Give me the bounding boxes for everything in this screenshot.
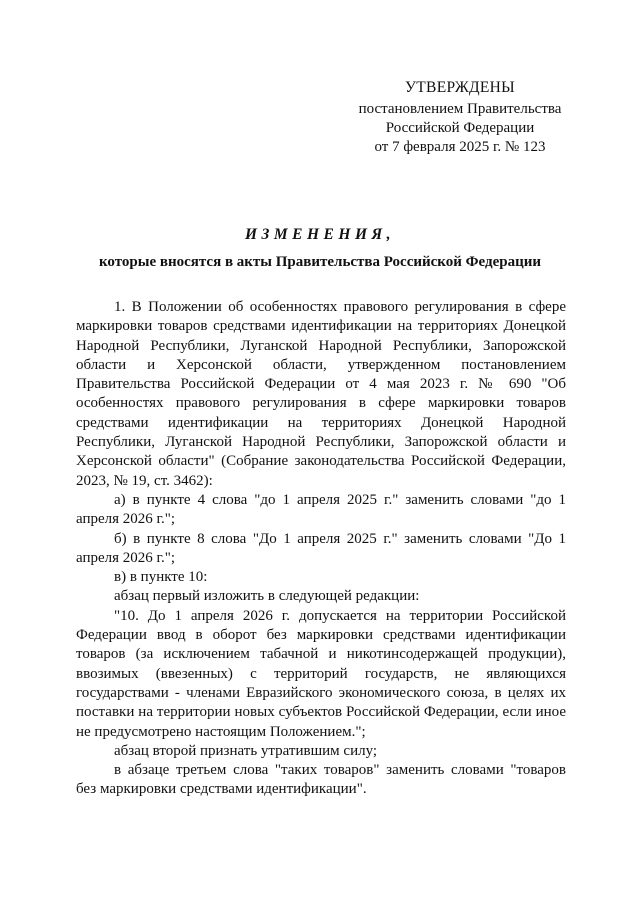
paragraph-new-item-10: "10. До 1 апреля 2026 г. допускается на территории Российской Федерации ввод в оборот без маркировки средствами идентификации товаров (за исключением табачной и никотинсодержащей продукции), ввозимых (ввезенных) с территорий государств, не являющихся государствами - членами Евразийского экономического союза, в целях их поставки на территории новых субъектов Российской Федерации, если иное не предусмотрено настоящим Положением.";: [76, 607, 566, 740]
paragraph-subitem-a: а) в пункте 4 слова "до 1 апреля 2025 г." заменить словами "до 1 апреля 2026 г.";: [76, 491, 566, 528]
approved-heading: УТВЕРЖДЕНЫ: [405, 79, 515, 96]
paragraph-subitem-v: в) в пункте 10:: [114, 569, 208, 586]
paragraph-third-abzac: в абзаце третьем слова "таких товаров" заменить словами "товаров без маркировки средствами идентификации".: [76, 762, 566, 798]
approval-line-resolution: постановлением Правительства: [358, 101, 562, 117]
document-title: ИЗМЕНЕНИЯ,: [244, 226, 396, 243]
document-subtitle: которые вносятся в акты Правительства Российской Федерации: [98, 254, 542, 270]
paragraph-second-abzac: абзац второй признать утратившим силу;: [114, 742, 378, 759]
paragraph-subitem-b: б) в пункте 8 слова "До 1 апреля 2025 г." заменить словами "До 1 апреля 2026 г.";: [76, 530, 566, 566]
approval-stamp-block: [330, 78, 590, 157]
paragraph-item-1: 1. В Положении об особенностях правового регулирования в сфере маркировки товаров средствами идентификации на территориях Донецкой Народной Республики, Луганской Народной Республики, Запорожской области и Херсонской области, утвержденном постановлением Правительства Российской Федерации от 4 мая 2023 г. № 690 "Об особенностях правового регулирования в сфере маркировки товаров средствами идентификации на территориях Донецкой Народной Республики, Луганской Народной Республики, Запорожской области и Херсонской области" (Собрание законодательства Российской Федерации, 2023, № 19, ст. 3462):: [76, 299, 566, 489]
document-body: [76, 298, 566, 800]
paragraph-first-abzac: абзац первый изложить в следующей редакции:: [114, 588, 420, 605]
approval-line-government: Российской Федерации: [385, 120, 535, 136]
approval-line-date-number: от 7 февраля 2025 г. № 123: [374, 139, 546, 155]
